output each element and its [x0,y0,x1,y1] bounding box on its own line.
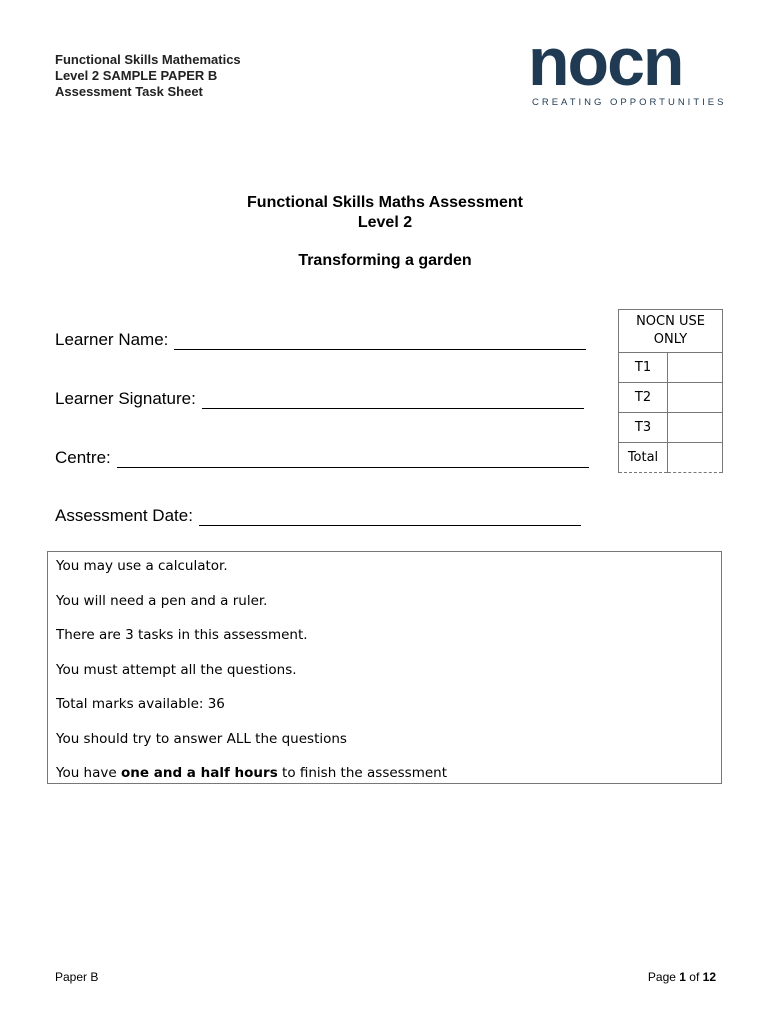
row-label-t2: T2 [619,383,668,413]
instruction-time [56,764,713,783]
table-row [619,413,723,443]
assessment-subtitle: Transforming a garden [298,252,472,269]
nocn-table-header [619,310,723,353]
document-header [55,52,241,100]
instruction-attempt: You must attempt all the questions. [56,661,297,678]
learner-signature-label: Learner Signature: [55,389,196,408]
logo-wordmark: nocn [528,24,683,100]
page-prefix: Page [647,970,680,984]
table-row [619,443,723,473]
row-label-total: Total [619,443,668,473]
header-line-sheet: Assessment Task Sheet [55,84,203,99]
header-line-subject: Functional Skills Mathematics [55,52,241,67]
score-cell-total[interactable] [668,443,723,473]
score-cell-t3[interactable] [668,413,723,443]
instructions-box [47,551,722,784]
nocn-logo [528,24,727,112]
score-cell-t1[interactable] [668,353,723,383]
centre-row [55,448,589,468]
assessment-date-row [55,506,581,526]
nocn-header-line-1: NOCN USE [636,314,705,329]
page-current: 1 [679,970,686,984]
header-line-level: Level 2 SAMPLE PAPER B [55,68,218,83]
nocn-header-line-2: ONLY [653,332,688,347]
footer-paper: Paper B [55,970,99,984]
assessment-title [0,193,770,233]
row-label-t1: T1 [619,353,668,383]
assessment-date-line[interactable] [199,511,581,526]
learner-signature-row [55,389,584,409]
logo-tagline: CREATING OPPORTUNITIES [532,97,727,108]
footer-page-number [648,970,716,984]
learner-name-line[interactable] [174,335,586,350]
page-total: 12 [702,970,716,984]
title-line-1: Functional Skills Maths Assessment [247,194,523,211]
learner-name-row [55,330,586,350]
table-row [619,353,723,383]
instruction-pen-ruler: You will need a pen and a ruler. [56,592,268,609]
title-line-2: Level 2 [357,214,413,231]
instruction-calculator: You may use a calculator. [56,558,228,574]
instruction-time-prefix: You have [56,765,121,781]
instruction-answer-all: You should try to answer ALL the questions [56,730,347,747]
assessment-date-label: Assessment Date: [55,506,193,525]
instruction-tasks: There are 3 tasks in this assessment. [56,627,308,643]
learner-name-label: Learner Name: [55,330,169,349]
instruction-marks: Total marks available: 36 [56,696,225,712]
instruction-time-suffix: to finish the assessment [277,765,448,781]
table-row [619,383,723,413]
instruction-time-bold: one and a half hours [120,765,278,781]
score-cell-t2[interactable] [668,383,723,413]
row-label-t3: T3 [619,413,668,443]
learner-signature-line[interactable] [202,394,584,409]
centre-line[interactable] [117,453,589,468]
page-of: of [685,970,703,984]
nocn-use-table [618,309,723,473]
centre-label: Centre: [55,448,111,467]
